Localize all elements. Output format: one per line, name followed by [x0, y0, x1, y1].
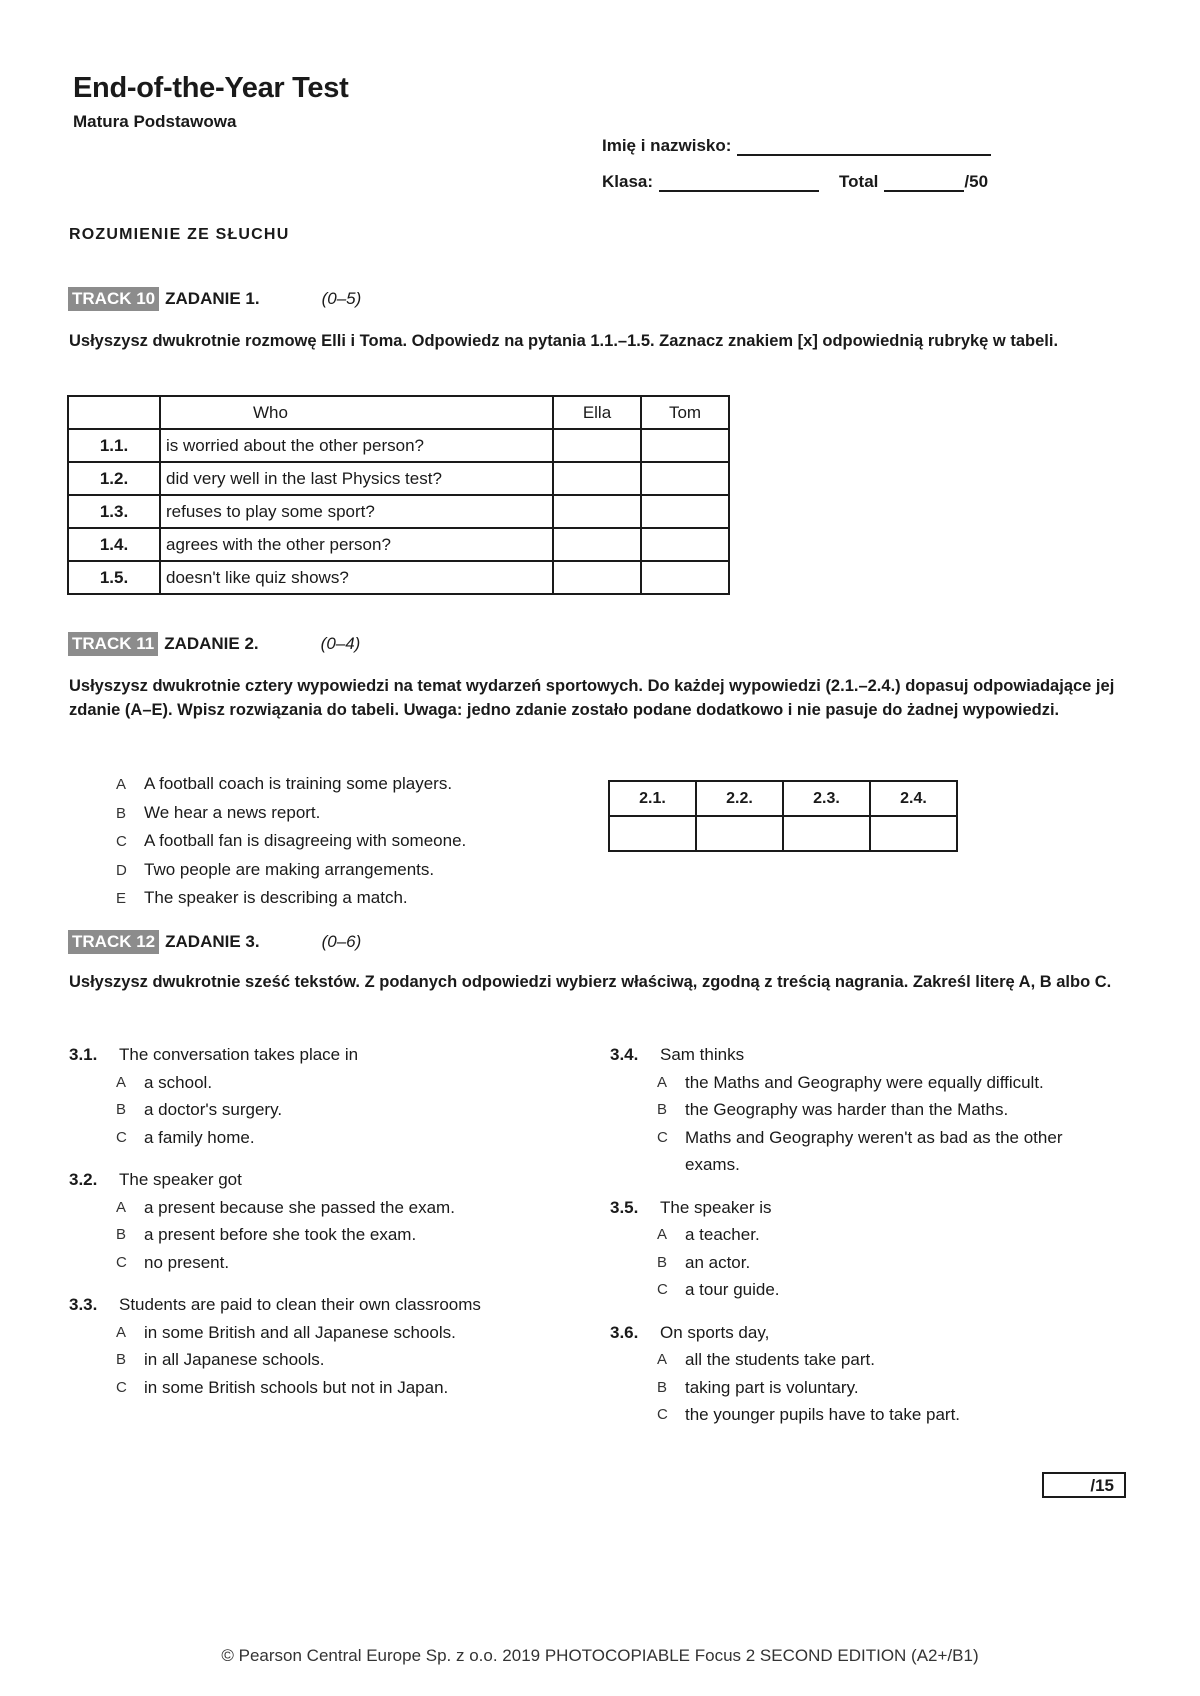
question-3-1	[69, 1041, 589, 1151]
option-letter: D	[116, 861, 127, 879]
answer-cell-tom[interactable]	[641, 528, 729, 561]
option-letter: C	[657, 1128, 668, 1146]
option-letter: B	[116, 1101, 127, 1118]
option-letter: B	[116, 1351, 127, 1368]
answer-cell[interactable]	[783, 816, 870, 851]
task3-track: TRACK 12	[68, 930, 159, 954]
option-text: a family home.	[144, 1127, 255, 1147]
option-text: in all Japanese schools.	[144, 1350, 325, 1369]
answer-cell-ella[interactable]	[553, 561, 641, 594]
question-text: The speaker is	[660, 1197, 772, 1217]
table-row	[68, 429, 729, 462]
option-text: the Geography was harder than the Maths.	[685, 1100, 1009, 1119]
question-text: The speaker got	[119, 1170, 242, 1189]
task2-track: TRACK 11	[68, 632, 158, 656]
option-text: in some British schools but not in Japan.	[144, 1377, 449, 1397]
section-title: ROZUMIENIE ZE SŁUCHU	[69, 226, 290, 243]
question-number: 3.1.	[69, 1045, 98, 1064]
question-text: Sam thinks	[660, 1045, 745, 1064]
task2-points: (0–4)	[320, 634, 361, 653]
task3-left-column	[69, 1041, 589, 1401]
question-3-6	[610, 1319, 1130, 1429]
answer-option[interactable]	[610, 1276, 1130, 1304]
option-text: all the students take part.	[685, 1350, 875, 1369]
option-letter: B	[116, 1226, 127, 1243]
list-item	[116, 827, 466, 856]
option-letter: B	[657, 1101, 668, 1118]
answer-header: 2.2.	[696, 781, 783, 816]
answer-cell-tom[interactable]	[641, 429, 729, 462]
row-number: 1.3.	[68, 495, 160, 528]
task1-track: TRACK 10	[68, 287, 159, 311]
question-3-2	[69, 1166, 589, 1276]
task1-header-empty	[68, 396, 160, 429]
answer-option[interactable]	[69, 1194, 589, 1222]
question-number: 3.5.	[610, 1197, 639, 1217]
name-label: Imię i nazwisko:	[602, 136, 732, 155]
task3-instruction: Usłyszysz dwukrotnie sześć tekstów. Z podanych odpowiedzi wybierz właściwą, zgodną z treścią nagrania. Zakreśl literę A, B albo C.	[69, 973, 1112, 991]
answer-cell[interactable]	[870, 816, 957, 851]
task2-answer-table	[608, 780, 958, 852]
answer-option[interactable]	[610, 1124, 1130, 1179]
row-number: 1.4.	[68, 528, 160, 561]
table-row	[68, 495, 729, 528]
task2-heading	[68, 632, 360, 656]
option-letter: A	[116, 1198, 127, 1216]
task1-header-who: Who	[160, 396, 553, 429]
question-number: 3.6.	[610, 1322, 639, 1342]
option-letter: C	[116, 833, 127, 850]
option-letter: C	[657, 1281, 668, 1298]
option-text: Maths and Geography weren't as bad as the other exams.	[685, 1127, 1063, 1174]
answer-cell[interactable]	[696, 816, 783, 851]
option-letter: B	[116, 804, 127, 822]
total-line[interactable]	[884, 172, 964, 192]
option-text: a tour guide.	[685, 1280, 780, 1299]
task2-title: ZADANIE 2.	[164, 634, 259, 653]
answer-cell-ella[interactable]	[553, 462, 641, 495]
option-text: taking part is voluntary.	[685, 1377, 859, 1397]
answer-cell-ella[interactable]	[553, 429, 641, 462]
answer-cell-tom[interactable]	[641, 495, 729, 528]
option-letter: B	[657, 1378, 668, 1396]
task3-heading	[68, 930, 361, 954]
answer-option[interactable]	[610, 1069, 1130, 1097]
answer-option[interactable]	[69, 1249, 589, 1277]
question-number: 3.3.	[69, 1295, 98, 1314]
row-question: is worried about the other person?	[160, 429, 553, 462]
option-letter: C	[116, 1253, 127, 1271]
option-text: a school.	[144, 1072, 213, 1092]
task1-points: (0–5)	[321, 289, 362, 308]
total-max: /50	[964, 172, 989, 191]
task3-right-column	[610, 1041, 1130, 1429]
question-3-3	[69, 1291, 589, 1401]
answer-option[interactable]	[610, 1374, 1130, 1402]
row-question: doesn't like quiz shows?	[160, 561, 553, 594]
answer-cell-ella[interactable]	[553, 528, 641, 561]
task1-title: ZADANIE 1.	[165, 289, 260, 308]
class-line[interactable]	[659, 172, 819, 192]
row-question: refuses to play some sport?	[160, 495, 553, 528]
name-field-row	[602, 136, 991, 156]
answer-option[interactable]	[69, 1221, 589, 1249]
task3-title: ZADANIE 3.	[165, 932, 260, 951]
answer-option[interactable]	[610, 1249, 1130, 1277]
answer-option[interactable]	[610, 1401, 1130, 1429]
list-item	[116, 799, 466, 828]
option-text: a present because she passed the exam.	[144, 1197, 455, 1217]
answer-option[interactable]	[610, 1346, 1130, 1374]
task2-instruction: Usłyszysz dwukrotnie cztery wypowiedzi na temat wydarzeń sportowych. Do każdej wypowiedzi (2.1.–2.4.) dopasuj odpowiadające jej zdanie (A–E). Wpisz rozwiązania do tabeli. Uwaga: jedno zdanie zostało podane dodatkowo i nie pasuje do żadnej wypowiedzi.	[69, 677, 1115, 719]
option-letter: C	[116, 1378, 127, 1396]
question-text: Students are paid to clean their own classrooms	[119, 1295, 481, 1314]
question-text: The conversation takes place in	[119, 1045, 359, 1064]
option-text: Two people are making arrangements.	[144, 859, 435, 879]
option-text: a doctor's surgery.	[144, 1100, 283, 1119]
answer-header: 2.3.	[783, 781, 870, 816]
option-text: the younger pupils have to take part.	[685, 1405, 961, 1424]
row-number: 1.1.	[68, 429, 160, 462]
answer-option[interactable]	[69, 1374, 589, 1402]
name-line[interactable]	[737, 136, 991, 156]
option-letter: A	[657, 1351, 668, 1368]
option-text: a present before she took the exam.	[144, 1225, 417, 1244]
option-letter: A	[116, 1323, 127, 1341]
table-row	[68, 462, 729, 495]
table-row	[68, 528, 729, 561]
option-letter: A	[116, 776, 127, 793]
task1-instruction: Usłyszysz dwukrotnie rozmowę Elli i Toma. Odpowiedz na pytania 1.1.–1.5. Zaznacz znakiem [x] odpowiednią rubrykę w tabeli.	[69, 332, 1059, 350]
option-letter: C	[657, 1406, 668, 1423]
table-row	[68, 561, 729, 594]
answer-header: 2.4.	[870, 781, 957, 816]
option-text: in some British and all Japanese schools.	[144, 1322, 456, 1342]
option-text: the Maths and Geography were equally difficult.	[685, 1072, 1044, 1092]
class-field-row	[602, 172, 988, 192]
row-number: 1.2.	[68, 462, 160, 495]
answer-option[interactable]	[69, 1346, 589, 1374]
question-3-4	[610, 1041, 1130, 1179]
answer-header: 2.1.	[609, 781, 696, 816]
answer-option[interactable]	[610, 1221, 1130, 1249]
answer-cell-tom[interactable]	[641, 561, 729, 594]
option-text: an actor.	[685, 1252, 751, 1272]
answer-option[interactable]	[69, 1096, 589, 1124]
answer-option[interactable]	[69, 1319, 589, 1347]
question-3-5	[610, 1194, 1130, 1304]
answer-cell-ella[interactable]	[553, 495, 641, 528]
total-label: Total	[839, 172, 879, 191]
answer-cell[interactable]	[609, 816, 696, 851]
question-text: On sports day,	[660, 1322, 770, 1342]
option-letter: B	[657, 1253, 668, 1271]
option-text: no present.	[144, 1252, 230, 1272]
answer-option[interactable]	[610, 1096, 1130, 1124]
answer-option[interactable]	[69, 1124, 589, 1152]
option-text: The speaker is describing a match.	[144, 888, 408, 907]
page-title: End-of-the-Year Test	[73, 72, 349, 104]
row-question: did very well in the last Physics test?	[160, 462, 553, 495]
answer-cell-tom[interactable]	[641, 462, 729, 495]
list-item	[116, 856, 466, 885]
score-box[interactable]: /15	[1042, 1472, 1126, 1498]
list-item	[116, 884, 466, 913]
option-letter: A	[657, 1226, 668, 1243]
option-letter: A	[116, 1073, 127, 1091]
answer-option[interactable]	[69, 1069, 589, 1097]
class-label: Klasa:	[602, 172, 654, 191]
option-letter: C	[116, 1128, 127, 1146]
row-number: 1.5.	[68, 561, 160, 594]
task1-heading	[68, 287, 361, 311]
footer-copyright: © Pearson Central Europe Sp. z o.o. 2019 PHOTOCOPIABLE Focus 2 SECOND EDITION (A2+/B1)	[221, 1646, 979, 1665]
row-question: agrees with the other person?	[160, 528, 553, 561]
page-subtitle: Matura Podstawowa	[73, 112, 237, 131]
task2-options	[116, 770, 466, 913]
option-text: A football fan is disagreeing with someone.	[144, 831, 467, 850]
list-item	[116, 770, 466, 799]
option-letter: A	[657, 1073, 668, 1091]
option-text: A football coach is training some players.	[144, 774, 453, 793]
task1-table	[67, 395, 730, 595]
option-text: We hear a news report.	[144, 802, 321, 822]
task3-points: (0–6)	[321, 932, 362, 951]
question-number: 3.2.	[69, 1170, 98, 1189]
option-letter: E	[116, 890, 127, 907]
task1-header-tom: Tom	[641, 396, 729, 429]
task1-header-ella: Ella	[553, 396, 641, 429]
question-number: 3.4.	[610, 1045, 639, 1064]
option-text: a teacher.	[685, 1225, 760, 1244]
